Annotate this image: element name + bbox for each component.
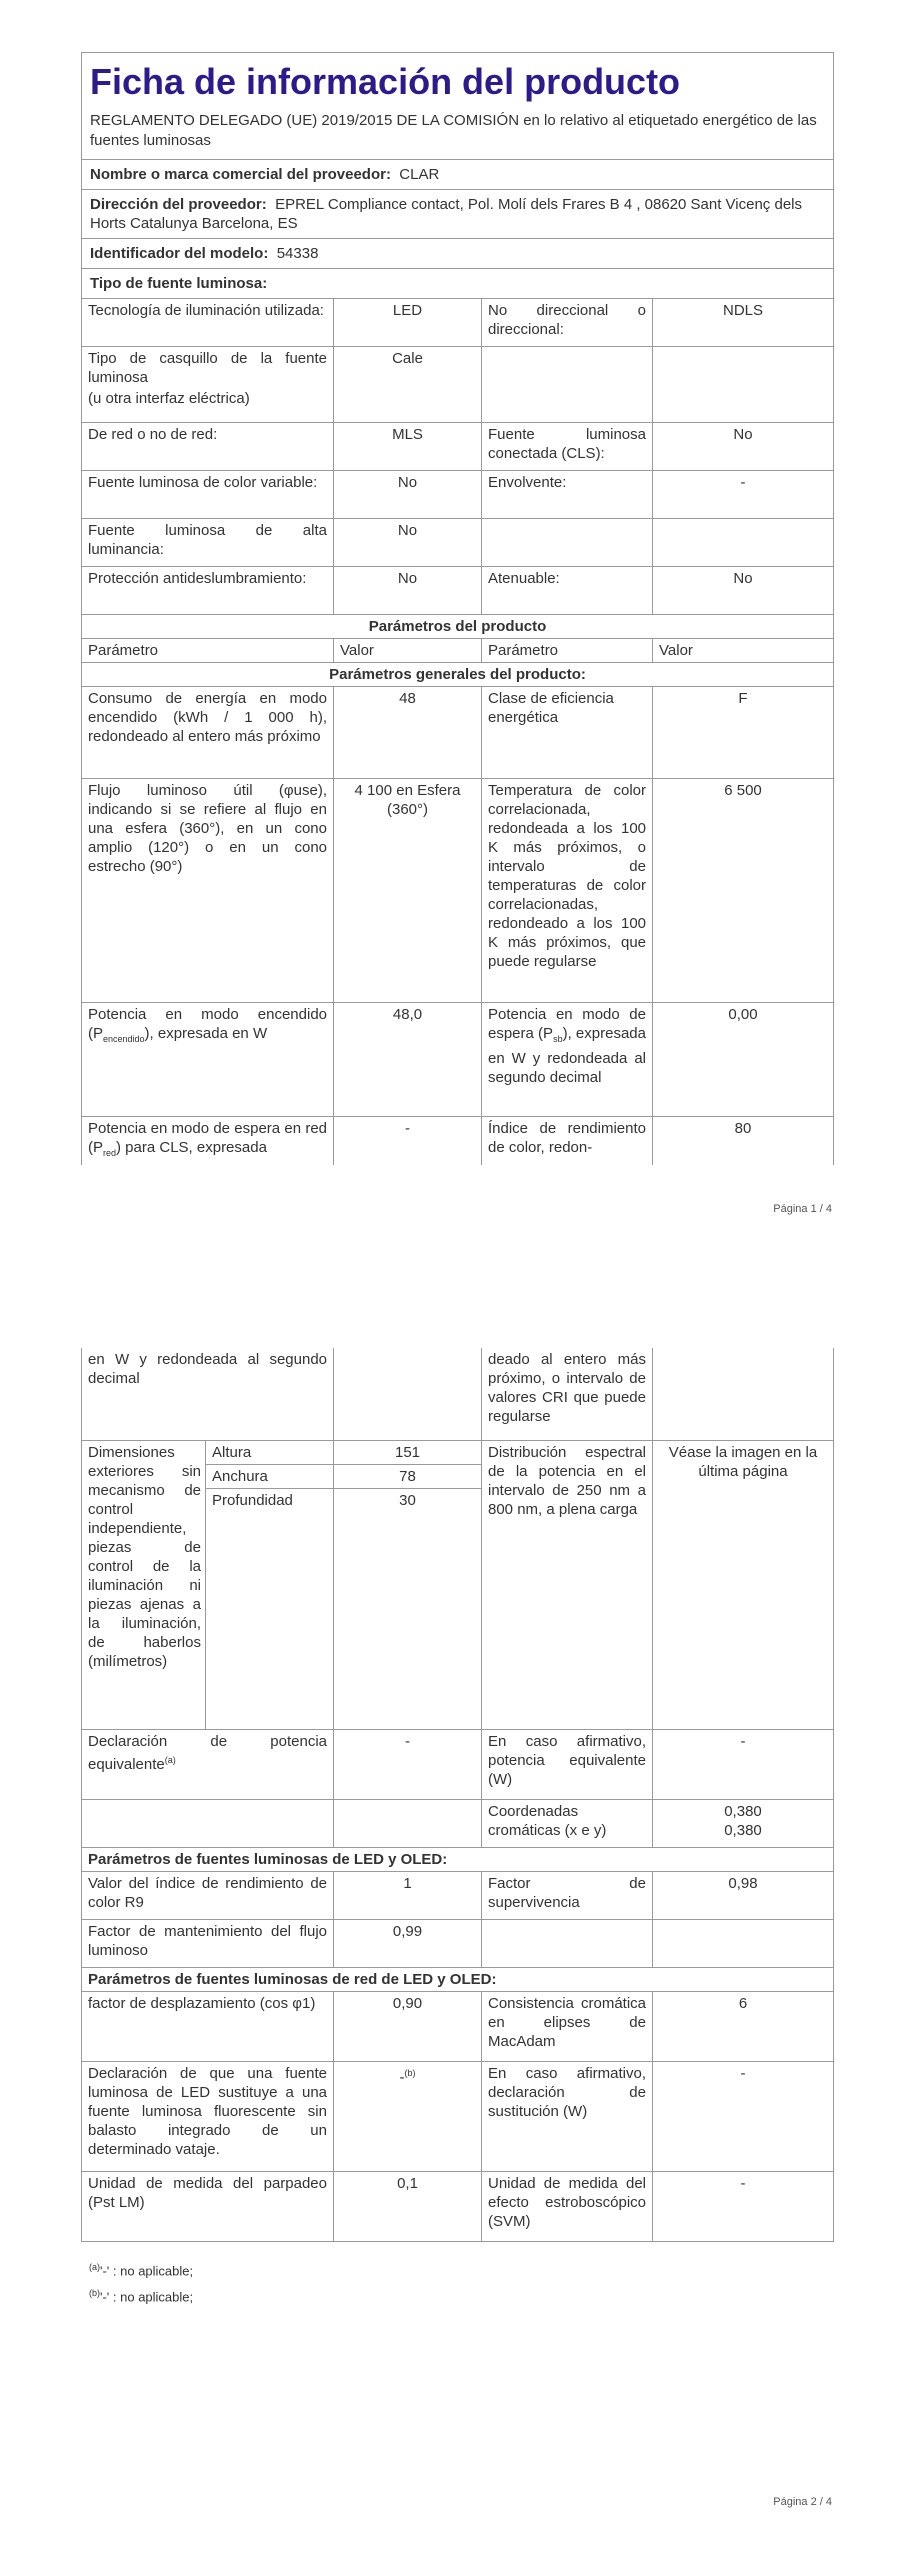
macadam-label: Consistencia cromática en elipses de MacAdam [482, 1992, 653, 2062]
replacement-claim-label: Declaración de que una fuente luminosa de LED sustituye a una fuente luminosa fluorescente sin balasto integrado de un determinado vataje. [82, 2062, 334, 2172]
product-info-table-page-1 [81, 52, 834, 1165]
equivalent-power-label: Declaración de potencia equivalente$^{(a)}$ [82, 1730, 334, 1800]
col-header-param: Parámetro [82, 639, 334, 663]
mains-label: De red o no de red: [82, 423, 334, 471]
page-1 [0, 0, 905, 1240]
survival-factor-label: Factor de supervivencia [482, 1872, 653, 1920]
energy-class-label: Clase de eficiencia energética [482, 687, 653, 779]
directional-value: NDLS [653, 299, 834, 347]
mains-led-params-heading: Parámetros de fuentes luminosas de red de LED y OLED: [82, 1968, 834, 1992]
dim-name-depth: Profundidad [206, 1488, 334, 1512]
colour-tunable-value: No [334, 471, 482, 519]
tech-label: Tecnología de iluminación utilizada: [82, 299, 334, 347]
cct-label: Temperatura de color correlacionada, redondeada a los 100 K más próximos, o intervalo de temperaturas de color correlacionadas, redondeado a los 100 K más próximos, que puede regularse [482, 779, 653, 1003]
stroboscopic-label: Unidad de medida del efecto estroboscópico (SVM) [482, 2172, 653, 2242]
mains-value: MLS [334, 423, 482, 471]
macadam-value: 6 [653, 1992, 834, 2062]
standby-power-value: 0,00 [653, 1003, 834, 1117]
displacement-factor-label: factor de desplazamiento (cos φ1) [82, 1992, 334, 2062]
luminous-flux-label: Flujo luminoso útil (φuse), indicando si se refiere al flujo en una esfera (360°), en un cono amplio (120°) o en un cono estrecho (90°) [82, 779, 334, 1003]
spectral-distribution-value: Véase la imagen en la última página [653, 1440, 834, 1730]
equivalent-power-value: - [334, 1730, 482, 1800]
replacement-claim-value: -$^{(b)}$ [334, 2062, 482, 2172]
survival-factor-value: 0,98 [653, 1872, 834, 1920]
lumen-maintenance-label: Factor de mantenimiento del flujo luminoso [82, 1920, 334, 1968]
dimmable-value: No [653, 567, 834, 615]
empty-cell [334, 1800, 482, 1848]
model-id-label: Identificador del modelo: [90, 245, 269, 262]
anti-glare-label: Protección antideslumbramiento: [82, 567, 334, 615]
product-params-heading: Parámetros del producto [82, 615, 834, 639]
empty-cell [653, 347, 834, 423]
footnote-a: $^{(a)}$'-' : no aplicable; [89, 2262, 194, 2279]
network-standby-label: Potencia en modo de espera en red $(P_{red})$ para CLS, expresada [82, 1117, 334, 1166]
energy-consumption-label: Consumo de energía en modo encendido (kWh / 1 000 h), redondeado al entero más próximo [82, 687, 334, 779]
led-params-heading: Parámetros de fuentes luminosas de LED y OLED: [82, 1848, 834, 1872]
page-number: Página 1 / 4 [773, 1203, 832, 1215]
col-header-param: Parámetro [482, 639, 653, 663]
supplier-address-value: EPREL Compliance contact, Pol. Molí dels Frares B 4 , 08620 Sant Vicenç dels Horts Catalunya Barcelona, ES [90, 196, 802, 232]
empty-cell [206, 1512, 334, 1730]
cap-type-cell [82, 347, 334, 423]
supplier-name-label: Nombre o marca comercial del proveedor: [90, 166, 391, 183]
flicker-value: 0,1 [334, 2172, 482, 2242]
supplier-address-row [82, 190, 834, 239]
cct-value: 6 500 [653, 779, 834, 1003]
footnote-b: $^{(b)}$'-' : no aplicable; [89, 2288, 194, 2305]
regulation-subtitle: REGLAMENTO DELEGADO (UE) 2019/2015 DE LA COMISIÓN en lo relativo al etiquetado energético de las fuentes luminosas [90, 112, 817, 149]
tech-value: LED [334, 299, 482, 347]
chromaticity-x: 0,380 [724, 1803, 762, 1820]
r9-label: Valor del índice de rendimiento de color R9 [82, 1872, 334, 1920]
standby-power-label: Potencia en modo de espera $(P_{sb})$, expresada en W y redondeada al segundo decimal [482, 1003, 653, 1117]
dimmable-label: Atenuable: [482, 567, 653, 615]
dim-value-depth: 30 [334, 1488, 482, 1512]
empty-cell [482, 347, 653, 423]
colour-tunable-label: Fuente luminosa de color variable: [82, 471, 334, 519]
col-header-value: Valor [334, 639, 482, 663]
footnotes [89, 2256, 193, 2309]
general-params-heading: Parámetros generales del producto: [82, 663, 834, 687]
on-mode-power-value: 48,0 [334, 1003, 482, 1117]
luminous-flux-value: 4 100 en Esfera (360°) [334, 779, 482, 1003]
empty-cell [82, 1800, 334, 1848]
supplier-name-value: CLAR [399, 166, 440, 183]
replacement-w-label: En caso afirmativo, declaración de sustitución (W) [482, 2062, 653, 2172]
empty-cell [334, 1512, 482, 1730]
displacement-factor-value: 0,90 [334, 1992, 482, 2062]
envelope-label: Envolvente: [482, 471, 653, 519]
lumen-maintenance-value: 0,99 [334, 1920, 482, 1968]
page-number: Página 2 / 4 [773, 2496, 832, 2508]
spectral-distribution-label: Distribución espectral de la potencia en el intervalo de 250 nm a 800 nm, a plena carga [482, 1440, 653, 1730]
energy-consumption-value: 48 [334, 687, 482, 779]
chromaticity-label: Coordenadas cromáticas (x e y) [482, 1800, 653, 1848]
r9-value: 1 [334, 1872, 482, 1920]
supplier-address-label: Dirección del proveedor: [90, 196, 267, 213]
source-type-heading: Tipo de fuente luminosa: [82, 269, 834, 299]
equivalent-power-w-value: - [653, 1730, 834, 1800]
chromaticity-value [653, 1800, 834, 1848]
col-header-value: Valor [653, 639, 834, 663]
cri-label: Índice de rendimiento de color, redon- [482, 1117, 653, 1166]
directional-label: No direccional o direccional: [482, 299, 653, 347]
empty-cell [482, 519, 653, 567]
empty-cell [653, 1348, 834, 1440]
dimensions-label: Dimensiones exteriores sin mecanismo de control independiente, piezas de control de la iluminación ni piezas ajenas a la iluminación, de haberlos (milímetros) [82, 1440, 206, 1730]
empty-cell [482, 1920, 653, 1968]
cap-type-label: Tipo de casquillo de la fuente luminosa [88, 350, 327, 386]
dim-value-height: 151 [334, 1440, 482, 1464]
envelope-value: - [653, 471, 834, 519]
document-header [82, 53, 834, 160]
empty-cell [334, 1348, 482, 1440]
dim-value-width: 78 [334, 1464, 482, 1488]
cri-label-cont: deado al entero más próximo, o intervalo de valores CRI que puede regularse [482, 1348, 653, 1440]
equivalent-power-w-label: En caso afirmativo, potencia equivalente (W) [482, 1730, 653, 1800]
model-id-row [82, 239, 834, 269]
energy-class-value: F [653, 687, 834, 779]
page-title: Ficha de información del producto [90, 61, 681, 102]
empty-cell [653, 519, 834, 567]
cri-value: 80 [653, 1117, 834, 1166]
model-id-value: 54338 [276, 245, 319, 262]
supplier-name-row [82, 160, 834, 190]
flicker-label: Unidad de medida del parpadeo (Pst LM) [82, 2172, 334, 2242]
replacement-w-value: - [653, 2062, 834, 2172]
cap-type-value: Cale [334, 347, 482, 423]
high-luminance-value: No [334, 519, 482, 567]
stroboscopic-value: - [653, 2172, 834, 2242]
chromaticity-y: 0,380 [724, 1822, 762, 1839]
cls-value: No [653, 423, 834, 471]
dim-name-height: Altura [206, 1440, 334, 1464]
on-mode-power-label: Potencia en modo encendido $(P_{encendido})$, expresada en W [82, 1003, 334, 1117]
dim-name-width: Anchura [206, 1464, 334, 1488]
cap-type-label-note: (u otra interfaz eléctrica) [88, 390, 250, 407]
anti-glare-value: No [334, 567, 482, 615]
cls-label: Fuente luminosa conectada (CLS): [482, 423, 653, 471]
network-standby-value: - [334, 1117, 482, 1166]
network-standby-label-cont: en W y redondeada al segundo decimal [82, 1348, 334, 1440]
product-info-table-page-2 [81, 1348, 834, 2242]
empty-cell [653, 1920, 834, 1968]
high-luminance-label: Fuente luminosa de alta luminancia: [82, 519, 334, 567]
